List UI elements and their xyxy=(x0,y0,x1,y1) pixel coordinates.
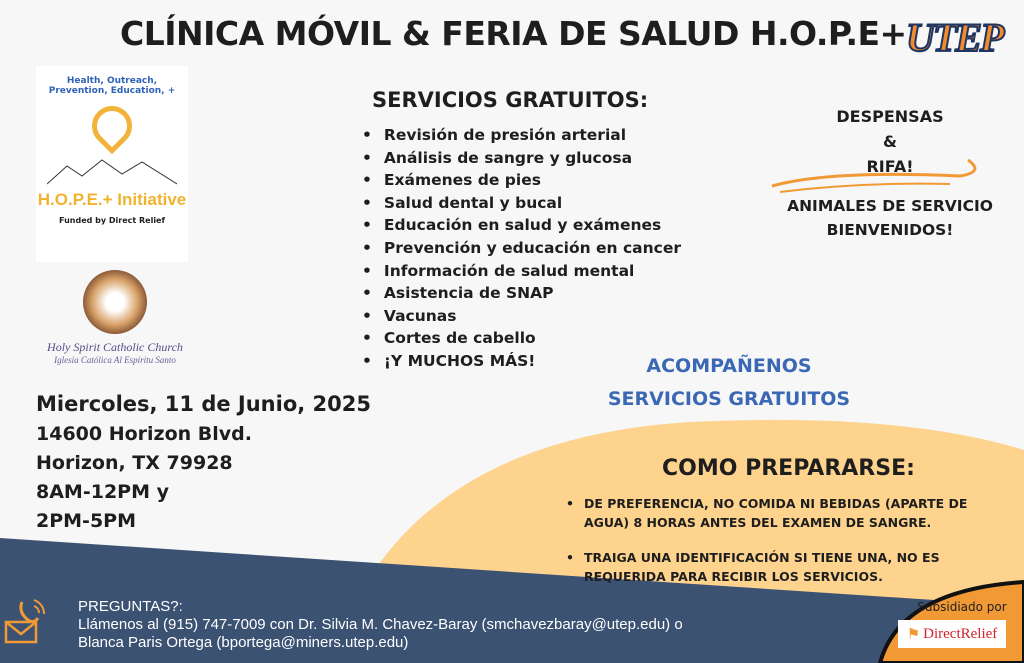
church-name: Holy Spirit Catholic Church xyxy=(47,340,183,354)
direct-relief-name: DirectRelief xyxy=(923,625,998,642)
church-logo xyxy=(40,270,190,380)
event-time-2: 2PM-5PM xyxy=(36,510,136,532)
mountains-icon xyxy=(47,156,177,186)
hope-initiative-logo xyxy=(36,66,188,262)
event-date: Miercoles, 11 de Junio, 2025 xyxy=(36,392,371,416)
join-us xyxy=(598,350,860,416)
pantry-text: DESPENSAS xyxy=(836,107,944,126)
phone-mail-icon xyxy=(4,596,48,646)
event-time-1: 8AM-12PM y xyxy=(36,481,169,503)
service-item: • Asistencia de SNAP xyxy=(362,282,681,305)
direct-relief-flag-icon: ⚑ xyxy=(906,626,921,643)
raffle-text: RIFA! xyxy=(866,157,914,176)
pantry-raffle xyxy=(800,104,980,179)
animals-line1: ANIMALES DE SERVICIO xyxy=(787,197,993,215)
service-item: • Exámenes de pies xyxy=(362,169,681,192)
hope-logo-arc: Health, Outreach, Prevention, Education, + xyxy=(48,76,176,96)
dove-seal-icon xyxy=(83,270,147,334)
prepare-list xyxy=(566,494,976,602)
service-item: • Salud dental y bucal xyxy=(362,192,681,215)
hope-logo-name: H.O.P.E.+ Initiative xyxy=(37,190,187,209)
join-line2: SERVICIOS GRATUITOS xyxy=(607,388,851,410)
service-item: • Prevención y educación en cancer xyxy=(362,237,681,260)
prepare-title: COMO PREPARARSE: xyxy=(662,456,915,481)
service-item: • Información de salud mental xyxy=(362,260,681,283)
sponsor-label: Subsidiado por xyxy=(917,600,1007,614)
service-item: • Revisión de presión arterial xyxy=(362,124,681,147)
hope-logo-funded: Funded by Direct Relief xyxy=(59,216,165,225)
event-city: Horizon, TX 79928 xyxy=(36,452,233,474)
contact-line2: Blanca Paris Ortega (bportega@miners.utep.edu) xyxy=(78,634,409,651)
service-item: • Cortes de cabello xyxy=(362,327,681,350)
prepare-item: • DE PREFERENCIA, NO COMIDA NI BEBIDAS (APARTE DE AGUA) 8 HORAS ANTES DEL EXAMEN DE SANGRE. xyxy=(566,494,976,532)
service-animals xyxy=(770,194,1010,242)
animals-line2: BIENVENIDOS! xyxy=(826,221,954,239)
event-address: 14600 Horizon Blvd. xyxy=(36,423,253,445)
direct-relief-logo xyxy=(898,620,1006,648)
location-pin-icon xyxy=(84,98,141,155)
service-item: • ¡Y MUCHOS MÁS! xyxy=(362,350,681,373)
ampersand-text: & xyxy=(883,132,897,151)
contact-label: PREGUNTAS?: xyxy=(78,598,183,615)
swoosh-line-2 xyxy=(780,184,950,192)
page-title: CLÍNICA MÓVIL & FERIA DE SALUD H.O.P.E+ xyxy=(120,14,907,53)
church-subname: Iglesia Católica Al Espíritu Santo xyxy=(54,355,176,365)
services-list xyxy=(362,124,681,373)
join-line1: ACOMPAÑENOS xyxy=(646,355,812,377)
contact-info xyxy=(78,598,683,652)
utep-logo: UTEP xyxy=(906,15,1003,60)
service-item: • Vacunas xyxy=(362,305,681,328)
service-item: • Análisis de sangre y glucosa xyxy=(362,147,681,170)
contact-line1: Llámenos al (915) 747-7009 con Dr. Silvia M. Chavez-Baray (smchavezbaray@utep.edu) o xyxy=(78,616,683,633)
services-title: SERVICIOS GRATUITOS: xyxy=(372,88,649,112)
event-details xyxy=(36,420,252,536)
service-item: • Educación en salud y exámenes xyxy=(362,214,681,237)
prepare-item: • TRAIGA UNA IDENTIFICACIÓN SI TIENE UNA, NO ES REQUERIDA PARA RECIBIR LOS SERVICIOS. xyxy=(566,548,976,586)
